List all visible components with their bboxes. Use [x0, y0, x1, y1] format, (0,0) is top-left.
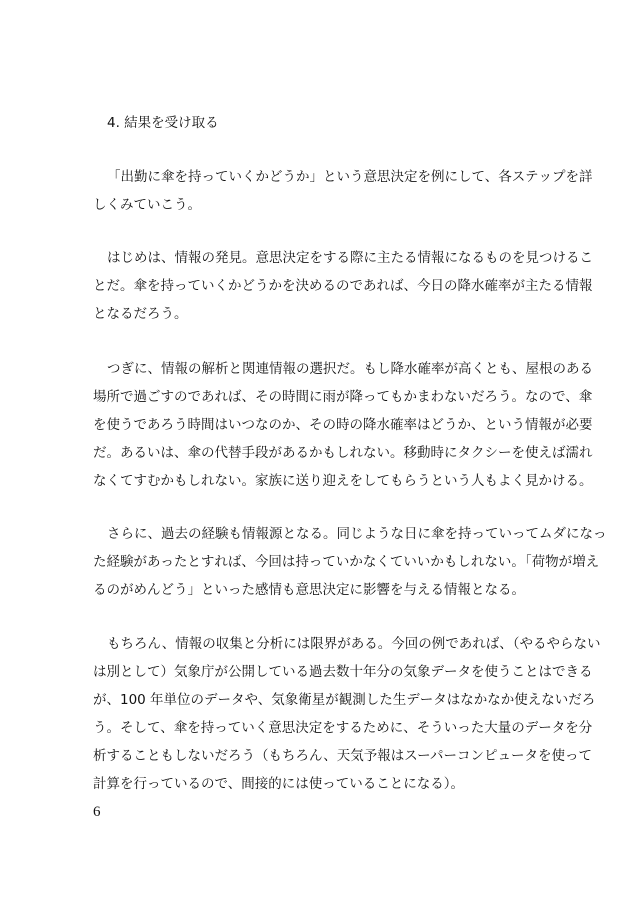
paragraph-line: なくてすむかもしれない。家族に送り迎えをしてもらうという人もよく見かける。: [93, 473, 593, 489]
paragraph-line: つぎに、情報の解析と関連情報の選択だ。もし降水確率が高くとも、屋根のある: [107, 361, 593, 377]
paragraph-line: とだ。傘を持っていくかどうかを決めるのであれば、今日の降水確率が主たる情報: [93, 278, 593, 294]
paragraph-line: 析することもしないだろう（もちろん、天気予報はスーパーコンピュータを使って: [93, 748, 592, 764]
paragraph-analysis-selection: [93, 355, 593, 495]
paragraph-line: が、100 年単位のデータや、気象衛星が観測した生データはなかなか使えないだろ: [93, 692, 596, 708]
paragraph-line: さらに、過去の経験も情報源となる。同じような日に傘を持っていってムダになっ: [107, 526, 607, 542]
page-number: 6: [93, 804, 101, 820]
paragraph-line: もちろん、情報の収集と分析には限界がある。今回の例であれば、（やるやらない: [107, 636, 601, 652]
paragraph-line: 「出勤に傘を持っていくかどうか」という意思決定を例にして、各ステップを詳: [107, 169, 593, 185]
paragraph-line: は別として）気象庁が公開している過去数十年分の気象データを使うことはできる: [93, 664, 593, 680]
paragraph-limitations: [93, 630, 601, 798]
paragraph-line: 計算を行っているので、間接的には使っていることになる）。: [93, 776, 464, 792]
paragraph-example-intro: [93, 163, 593, 219]
paragraph-line: はじめは、情報の発見。意思決定をする際に主たる情報になるものを見つけるこ: [107, 250, 593, 266]
paragraph-line: 場所で過ごすのであれば、その時間に雨が降ってもかまわないだろう。なので、傘: [93, 389, 593, 405]
paragraph-line: るのがめんどう」といった感情も意思決定に影響を与える情報となる。: [93, 582, 525, 598]
section-heading: 4. 結果を受け取る: [107, 115, 219, 131]
paragraph-past-experience: [93, 520, 607, 604]
paragraph-line: しくみていこう。: [93, 197, 201, 213]
paragraph-information-discovery: [93, 244, 593, 328]
paragraph-line: となるだろう。: [93, 306, 188, 322]
paragraph-line: た経験があったとすれば、今回は持っていかなくていいかもしれない。「荷物が増え: [93, 554, 600, 570]
paragraph-line: を使うであろう時間はいつなのか、その時の降水確率はどうか、という情報が必要: [93, 417, 593, 433]
paragraph-line: う。そして、傘を持っていく意思決定をするために、そういった大量のデータを分: [93, 720, 593, 736]
paragraph-line: だ。あるいは、傘の代替手段があるかもしれない。移動時にタクシーを使えば濡れ: [93, 445, 593, 461]
